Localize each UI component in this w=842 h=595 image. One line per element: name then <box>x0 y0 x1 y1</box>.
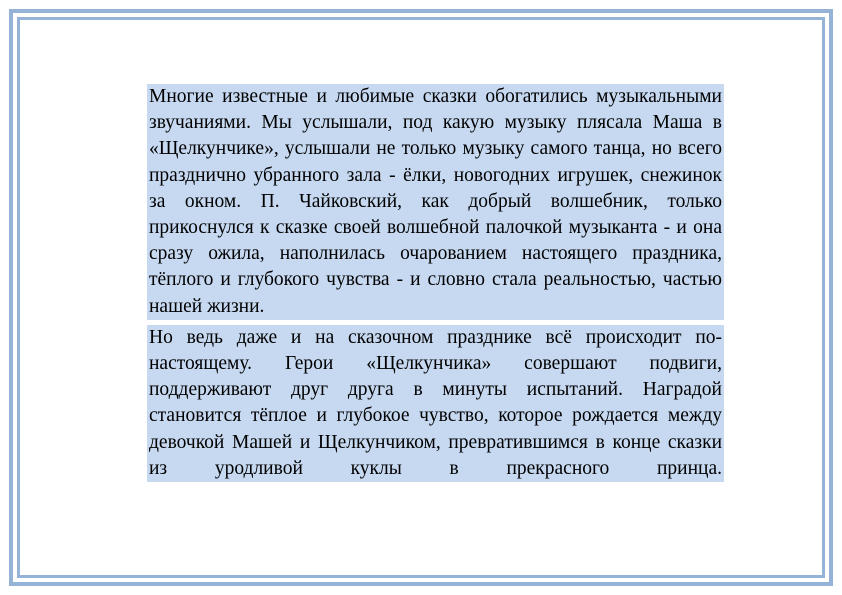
text-block <box>147 84 724 482</box>
paragraph-1: Многие известные и любимые сказки обогатились музыкальными звучаниями. Мы услышали, под какую музыку плясала Маша в «Щелкунчике», услышали не только музыку самого танца, но всего празднично убранного зала - ёлки, новогодних игрушек, снежинок за окном. П. Чайковский, как добрый волшебник, только прикоснулся к сказке своей волшебной палочкой музыканта - и она сразу ожила, наполнилась очарованием настоящего праздника, тёплого и глубокого чувства - и словно стала реальностью, частью нашей жизни. <box>147 84 724 320</box>
paragraph-2: Но ведь даже и на сказочном празднике всё происходит по-настоящему. Герои «Щелкунчика» совершают подвиги, поддерживают друг друга в минуты испытаний. Наградой становится тёплое и глубокое чувство, которое рождается между девочкой Машей и Щелкунчиком, превратившимся в конце сказки из уродливой куклы в прекрасного принца. <box>147 325 724 482</box>
